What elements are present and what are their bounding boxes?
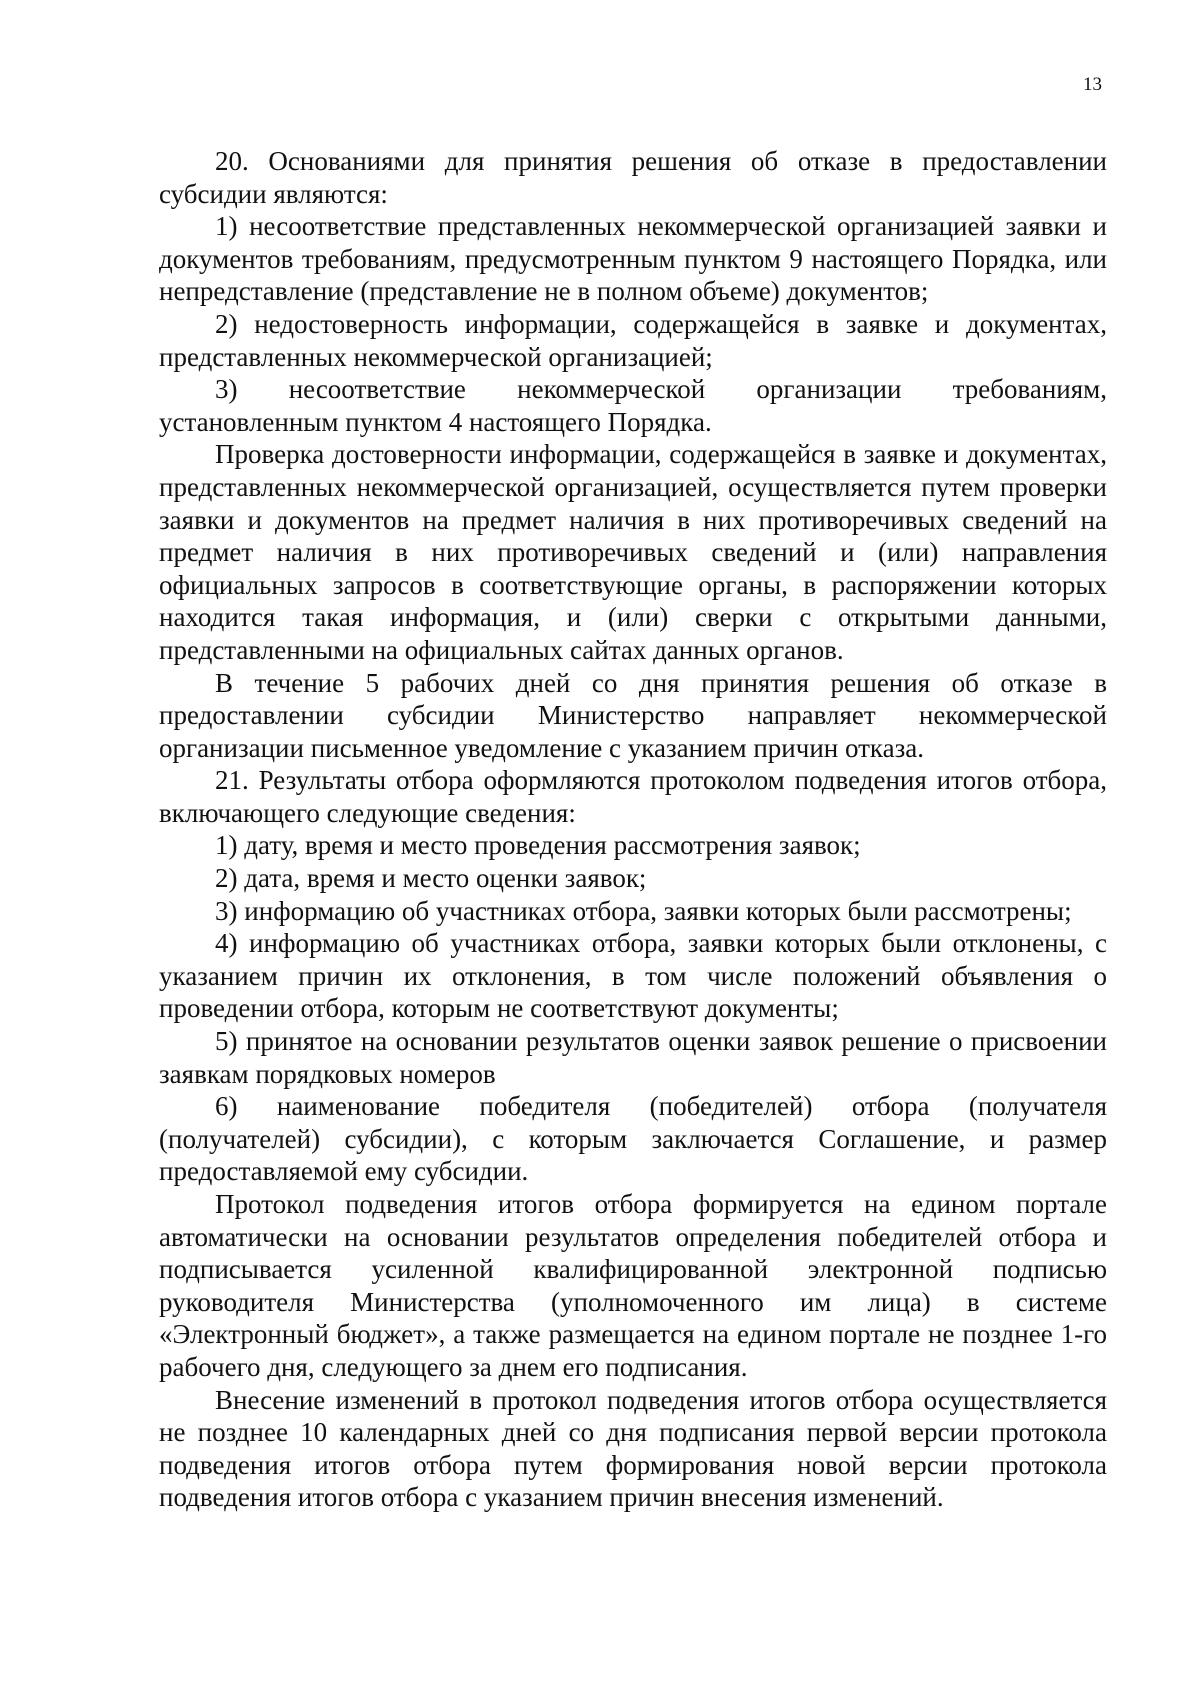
paragraph-subitem-1: 1) несоответствие представленных некоммерческой организацией заявки и документов требованиям, предусмотренным пунктом 9 настоящего Порядка, или непредставление (представление не в полном объеме) документов;: [159, 211, 1107, 307]
paragraph-protocol-subitem-3: 3) информацию об участниках отбора, заявки которых были рассмотрены;: [215, 895, 1072, 926]
paragraph-protocol-subitem-2: 2) дата, время и место оценки заявок;: [215, 863, 647, 894]
paragraph-protocol-subitem-1: 1) дату, время и место проведения рассмотрения заявок;: [215, 830, 861, 861]
document-body: [159, 145, 1107, 1514]
paragraph-item-21: 21. Результаты отбора оформляются протоколом подведения итогов отбора, включающего следующие сведения:: [159, 765, 1107, 828]
paragraph-subitem-3: 3) несоответствие некоммерческой организации требованиям, установленным пунктом 4 настоящего Порядка.: [159, 374, 1107, 437]
paragraph-refusal-notice: В течение 5 рабочих дней со дня принятия решения об отказе в предоставлении субсидии Министерство направляет некоммерческой организации письменное уведомление с указанием причин отказа.: [159, 667, 1107, 763]
paragraph-item-20: 20. Основаниями для принятия решения об отказе в предоставлении субсидии являются:: [159, 146, 1107, 209]
paragraph-verification: Проверка достоверности информации, содержащейся в заявке и документах, представленных некоммерческой организацией, осуществляется путем проверки заявки и документов на предмет наличия в них противоречивых сведений на предмет наличия в них противоречивых сведений и (или) направления официальных запросов в соответствующие органы, в распоряжении которых находится такая информация, и (или) сверки с открытыми данными, представленными на официальных сайтах данных органов.: [159, 439, 1107, 665]
paragraph-protocol-amendments: Внесение изменений в протокол подведения итогов отбора осуществляется не позднее 10 календарных дней со дня подписания первой версии протокола подведения итогов отбора путем формирования новой версии протокола подведения итогов отбора с указанием причин внесения изменений.: [159, 1384, 1107, 1513]
paragraph-protocol-subitem-6: 6) наименование победителя (победителей) отбора (получателя (получателей) субсидии), с которым заключается Соглашение, и размер предоставляемой ему субсидии.: [159, 1091, 1107, 1187]
page-number: 13: [1083, 74, 1102, 95]
paragraph-protocol-subitem-4: 4) информацию об участниках отбора, заявки которых были отклонены, с указанием причин их отклонения, в том числе положений объявления о проведении отбора, которым не соответствуют документы;: [159, 928, 1107, 1024]
paragraph-protocol-subitem-5: 5) принятое на основании результатов оценки заявок решение о присвоении заявкам порядковых номеров: [159, 1026, 1107, 1089]
paragraph-protocol-formation: Протокол подведения итогов отбора формируется на едином портале автоматически на основании результатов определения победителей отбора и подписывается усиленной квалифицированной электронной подписью руководителя Министерства (уполномоченного им лица) в системе «Электронный бюджет», а также размещается на едином портале не позднее 1-го рабочего дня, следующего за днем его подписания.: [159, 1189, 1107, 1382]
paragraph-subitem-2: 2) недостоверность информации, содержащейся в заявке и документах, представленных некоммерческой организацией;: [159, 308, 1107, 372]
